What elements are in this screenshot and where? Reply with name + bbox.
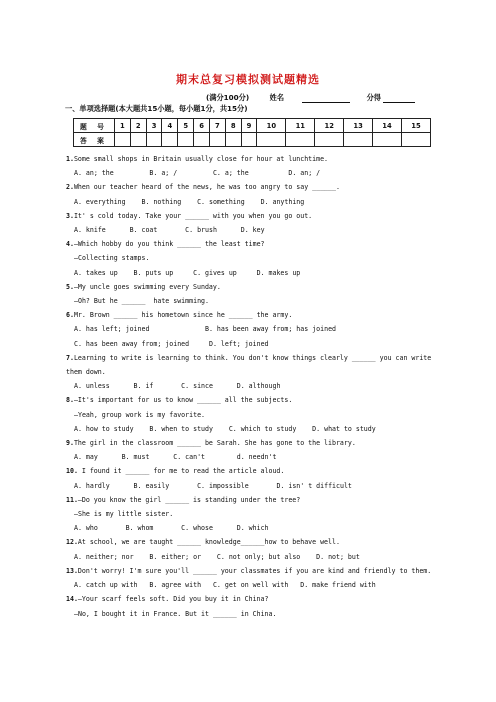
question-number-cell: 11 <box>286 119 315 133</box>
question-text: Mr. Brown ______ his hometown since he ______ the army. <box>73 311 293 320</box>
question-item <box>66 535 436 563</box>
question-number: 8. <box>66 396 74 405</box>
answer-cell[interactable] <box>401 133 430 147</box>
question-text: I found it ______ for me to read the article aloud. <box>77 467 285 476</box>
name-label: 姓名 <box>269 93 285 102</box>
question-number-cell: 5 <box>178 119 194 133</box>
question-number: 6. <box>66 311 74 320</box>
question-text: —Which hobby do you think ______ the least time? <box>73 240 265 249</box>
question-stem <box>66 436 436 450</box>
row-label-number: 题 号 <box>74 119 115 133</box>
question-number-cell: 8 <box>225 119 241 133</box>
answer-options: A. how to study B. when to study C. which to study D. what to study <box>74 424 376 433</box>
question-number: 7. <box>66 353 74 362</box>
answer-cell[interactable] <box>257 133 286 147</box>
question-text: Learning to write is learning to think. You don't know things clearly ______ you can write them down. <box>66 353 432 377</box>
answer-cell[interactable] <box>373 133 402 147</box>
question-number: 3. <box>66 211 74 220</box>
question-number-cell: 12 <box>315 119 344 133</box>
question-item <box>66 308 436 351</box>
question-stem <box>66 351 436 379</box>
question-stem <box>66 393 436 407</box>
question-number-cell: 10 <box>257 119 286 133</box>
question-number-cell: 6 <box>194 119 210 133</box>
answer-options: A. takes up B. puts up C. gives up D. makes up <box>74 268 301 277</box>
answer-cell[interactable] <box>115 133 131 147</box>
answer-cell[interactable] <box>130 133 146 147</box>
question-text: At school, we are taught ______ knowledge______how to behave well. <box>77 538 340 547</box>
score-label: 分得 <box>366 93 381 102</box>
answer-cell[interactable] <box>209 133 225 147</box>
question-stem <box>66 464 436 478</box>
question-number-cell: 1 <box>115 119 131 133</box>
question-number: 13. <box>66 566 78 575</box>
name-blank[interactable] <box>302 102 350 103</box>
question-item <box>66 237 436 280</box>
score-blank[interactable] <box>383 102 415 103</box>
question-list <box>66 152 436 621</box>
answer-table <box>73 118 431 147</box>
question-item <box>66 564 436 592</box>
dialogue-line: —No, I bought it in France. But it ______ in China. <box>74 609 277 618</box>
question-item <box>66 393 436 436</box>
full-score: (满分100分) <box>206 93 250 102</box>
question-stem <box>66 152 436 166</box>
question-number: 10. <box>66 467 78 476</box>
answer-options: A. hardly B. easily C. impossible D. isn' t difficult <box>74 481 352 490</box>
question-item <box>66 180 436 208</box>
page-title: 期末总复习模拟测试题精选 <box>176 73 320 86</box>
question-number-cell: 3 <box>146 119 162 133</box>
section-heading: 一、单项选择题(本大题共15小题，每小题1分，共15分) <box>65 104 248 113</box>
question-stem <box>66 564 436 578</box>
question-item <box>66 464 436 492</box>
question-number: 9. <box>66 439 74 448</box>
question-item <box>66 209 436 237</box>
question-number-cell: 15 <box>401 119 430 133</box>
row-label-answer: 答 案 <box>74 133 115 147</box>
question-number-cell: 2 <box>130 119 146 133</box>
question-text: It' s cold today. Take your ______ with you when you go out. <box>73 211 313 220</box>
answer-cell[interactable] <box>178 133 194 147</box>
question-stem <box>66 237 436 251</box>
question-number: 4. <box>66 240 74 249</box>
question-number-cell: 14 <box>373 119 402 133</box>
question-number: 12. <box>66 538 78 547</box>
question-number-cell: 9 <box>241 119 257 133</box>
question-text: —Your scarf feels soft. Did you buy it in China? <box>77 595 269 604</box>
answer-options: A. everything B. nothing C. something D. anything <box>74 197 305 206</box>
answer-options: A. who B. whom C. whose D. which <box>74 524 269 533</box>
question-text: When our teacher heard of the news, he was too angry to say ______. <box>73 183 340 192</box>
question-item <box>66 493 436 536</box>
answer-table-answer-row <box>74 133 431 147</box>
question-stem <box>66 592 436 606</box>
question-text: Some small shops in Britain usually close for hour at lunchtime. <box>73 155 329 163</box>
answer-cell[interactable] <box>225 133 241 147</box>
question-number: 14. <box>66 595 78 604</box>
question-item <box>66 592 436 620</box>
question-stem <box>66 180 436 194</box>
dialogue-line: —She is my little sister. <box>74 510 174 519</box>
question-number: 1. <box>66 155 74 163</box>
question-number-cell: 13 <box>344 119 373 133</box>
question-text: —My uncle goes swimming every Sunday. <box>73 282 221 291</box>
question-text: —It's important for us to know ______ all the subjects. <box>73 396 293 405</box>
question-item <box>66 280 436 308</box>
answer-options: A. an; the B. a; / C. a; the D. an; / <box>74 169 321 178</box>
exam-meta <box>206 93 433 103</box>
question-number: 2. <box>66 183 74 192</box>
question-text: Don't worry! I'm sure you'll ______ your classmates if you are kind and friendly to them. <box>77 566 432 575</box>
answer-cell[interactable] <box>286 133 315 147</box>
question-item <box>66 152 436 180</box>
answer-cell[interactable] <box>194 133 210 147</box>
answer-options: A. has left; joined B. has been away from; has joined C. has been away from; joined D. left; joined <box>74 325 337 348</box>
question-stem <box>66 209 436 223</box>
question-stem <box>66 280 436 294</box>
answer-cell[interactable] <box>344 133 373 147</box>
question-stem <box>66 308 436 322</box>
answer-options: A. may B. must C. can't d. needn't <box>74 453 277 462</box>
answer-options: A. unless B. if C. since D. although <box>74 382 281 391</box>
question-number-cell: 7 <box>209 119 225 133</box>
answer-cell[interactable] <box>146 133 162 147</box>
question-stem <box>66 535 436 549</box>
question-number: 11. <box>66 495 78 504</box>
question-text: The girl in the classroom ______ be Sarah. She has gone to the library. <box>73 439 356 448</box>
question-number: 5. <box>66 282 74 291</box>
question-number-cell: 4 <box>162 119 178 133</box>
dialogue-line: —Oh? But he ______ hate swimming. <box>74 297 209 306</box>
dialogue-line: —Yeah, group work is my favorite. <box>74 410 206 419</box>
answer-options: A. knife B. coat C. brush D. key <box>74 226 265 235</box>
answer-cell[interactable] <box>241 133 257 147</box>
question-stem <box>66 493 436 507</box>
answer-options: A. neither; nor B. either; or C. not only; but also D. not; but <box>74 552 360 561</box>
answer-cell[interactable] <box>315 133 344 147</box>
question-item <box>66 436 436 464</box>
dialogue-line: —Collecting stamps. <box>74 254 150 263</box>
answer-options: A. catch up with B. agree with C. get on well with D. make friend with <box>74 581 376 590</box>
question-item <box>66 351 436 394</box>
question-text: —Do you know the girl ______ is standing under the tree? <box>77 495 301 504</box>
answer-table-number-row <box>74 119 431 133</box>
answer-cell[interactable] <box>162 133 178 147</box>
